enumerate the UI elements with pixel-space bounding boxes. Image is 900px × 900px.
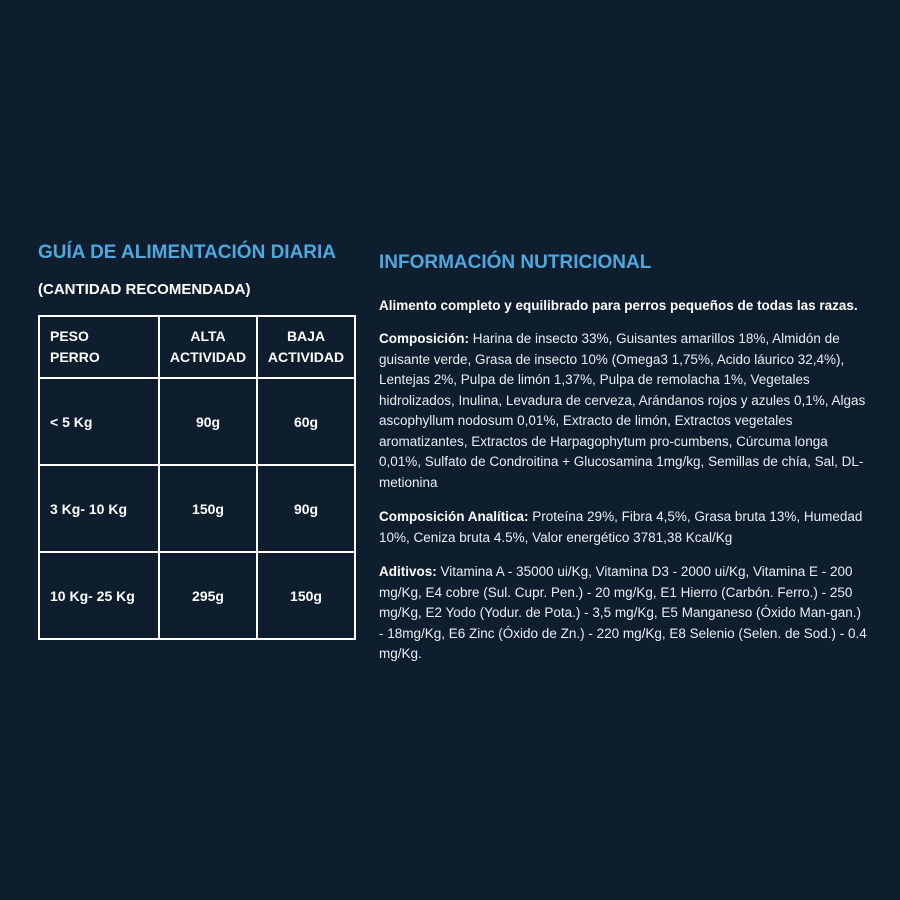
composition-paragraph [379,329,869,493]
header-low-activity [257,316,355,378]
cell-high: 295g [159,552,257,639]
cell-low: 60g [257,378,355,465]
additives-label: Aditivos: [379,564,437,579]
analytic-label: Composición Analítica: [379,509,529,524]
header-low-line2: ACTIVIDAD [267,349,345,365]
nutrition-intro: Alimento completo y equilibrado para perros pequeños de todas las razas. [379,298,858,313]
analytic-paragraph [379,507,869,548]
table-header-row [39,316,355,378]
composition-text: Harina de insecto 33%, Guisantes amarillos 18%, Almidón de guisante verde, Grasa de insecto 10% (Omega3 1,75%, Acido láurico 32,4%), Lentejas 2%, Pulpa de limón 1,37%, Pulpa de remolacha 1%, Vegetales hidrolizados, Inulina, Levadura de cerveza, Arándanos rojos y azules 0,1%, Algas ascophyllum nodosum 0,01%, Extracto de limón, Extractos vegetales aromatizantes, Extractos de Harpagophytum pro-cumbens, Cúrcuma longa 0,01%, Sulfato de Condroitina + Glucosamina 1mg/kg, Semillas de chía, Sal, DL-metionina [379,331,866,490]
nutrition-info [379,250,869,665]
additives-text: Vitamina A - 35000 ui/Kg, Vitamina D3 - 2000 ui/Kg, Vitamina E - 200 mg/Kg, E4 cobre (Sul. Cupr. Pen.) - 20 mg/Kg, E1 Hierro (Carbón. Ferro.) - 250 mg/Kg, E2 Yodo (Yodur. de Pota.) - 3,5 mg/Kg, E5 Manganeso (Óxido Man-gan.) - 18mg/Kg, E6 Zinc (Óxido de Zn.) - 220 mg/Kg, E8 Selenio (Selen. de Sod.) - 0.4 mg/Kg. [379,564,867,661]
header-weight-line2: PERRO [50,349,100,365]
header-weight-line1: PESO [50,328,89,344]
cell-high: 150g [159,465,257,552]
cell-weight: < 5 Kg [39,378,159,465]
header-low-line1: BAJA [286,328,326,344]
table-row [39,378,355,465]
feeding-guide-title: GUÍA DE ALIMENTACIÓN DIARIA [38,242,337,263]
feeding-guide [38,240,348,640]
cell-weight: 10 Kg- 25 Kg [39,552,159,639]
header-high-line1: ALTA [190,328,226,344]
feeding-guide-subtitle: (CANTIDAD RECOMENDADA) [38,281,251,298]
feeding-table [38,315,356,640]
additives-paragraph [379,562,869,665]
header-high-activity [159,316,257,378]
cell-weight: 3 Kg- 10 Kg [39,465,159,552]
table-row [39,552,355,639]
composition-label: Composición: [379,331,469,346]
header-weight [39,316,159,378]
analytic-text: Proteína 29%, Fibra 4,5%, Grasa bruta 13%, Humedad 10%, Ceniza bruta 4.5%, Valor energético 3781,38 Kcal/Kg [379,509,863,545]
cell-high: 90g [159,378,257,465]
nutrition-title: INFORMACIÓN NUTRICIONAL [379,252,652,273]
table-row [39,465,355,552]
header-high-line2: ACTIVIDAD [169,349,247,365]
cell-low: 150g [257,552,355,639]
cell-low: 90g [257,465,355,552]
